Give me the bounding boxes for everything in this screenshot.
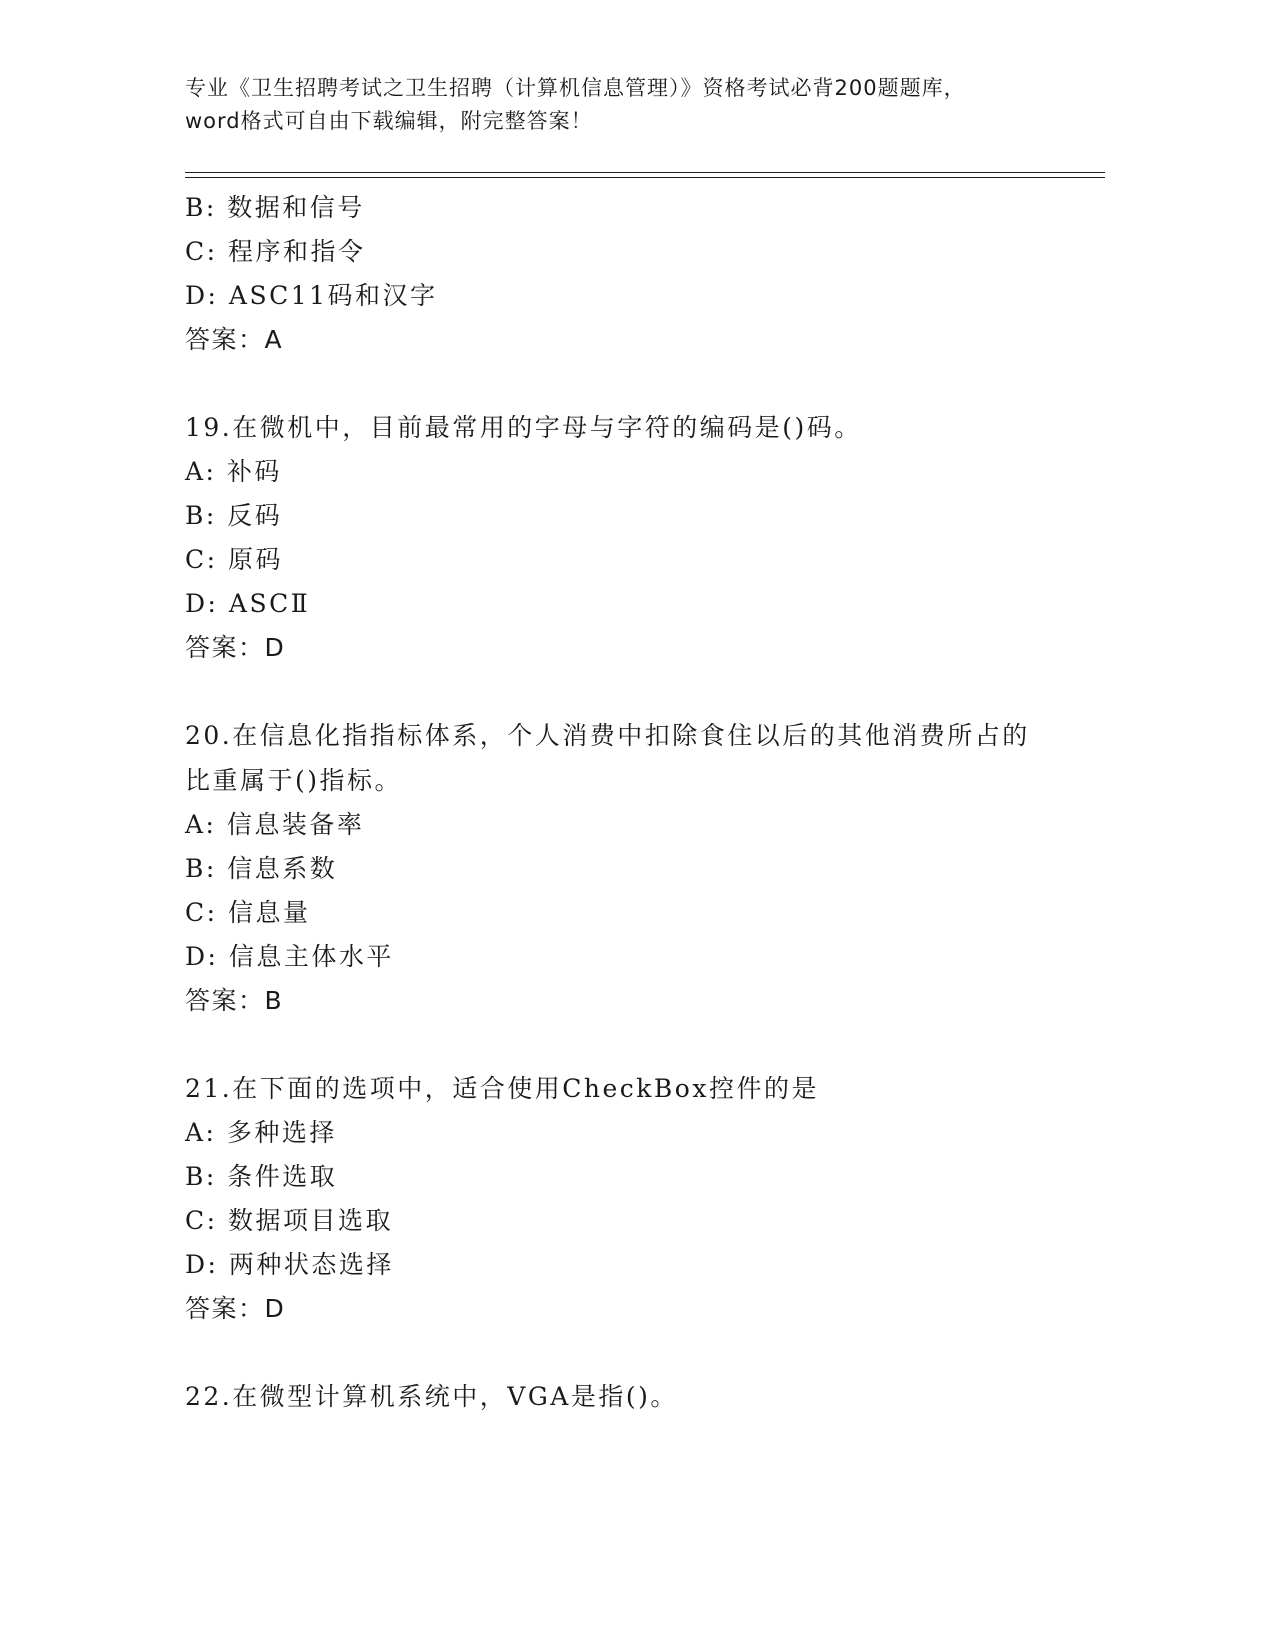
option-b: B: 反码 bbox=[185, 501, 283, 530]
answer-line: 答案：B bbox=[185, 986, 284, 1015]
option-c: C: 程序和指令 bbox=[185, 237, 366, 266]
header-divider-top bbox=[185, 172, 1105, 173]
question-list bbox=[185, 186, 1085, 1419]
option-d: D: ASCⅡ bbox=[185, 589, 311, 618]
option-b: B: 条件选取 bbox=[185, 1162, 338, 1191]
question-20 bbox=[185, 713, 1085, 1023]
header-title-line-1: 专业《卫生招聘考试之卫生招聘（计算机信息管理）》资格考试必背200题题库， bbox=[185, 76, 966, 100]
option-c: C: 原码 bbox=[185, 545, 283, 574]
spacer bbox=[185, 1023, 1085, 1066]
question-18 bbox=[185, 186, 1085, 362]
question-text-continued: 比重属于()指标。 bbox=[185, 766, 403, 795]
question-21 bbox=[185, 1066, 1085, 1331]
option-a: A: 多种选择 bbox=[185, 1118, 337, 1147]
option-a: A: 信息装备率 bbox=[185, 810, 365, 839]
header-title-line-2: word格式可自由下载编辑，附完整答案！ bbox=[185, 109, 593, 133]
option-c: C: 信息量 bbox=[185, 898, 311, 927]
question-text: 21.在下面的选项中，适合使用CheckBox控件的是 bbox=[185, 1074, 819, 1103]
option-b: B: 数据和信号 bbox=[185, 193, 365, 222]
option-c: C: 数据项目选取 bbox=[185, 1206, 393, 1235]
spacer bbox=[185, 1331, 1085, 1374]
question-text: 22.在微型计算机系统中，VGA是指()。 bbox=[185, 1382, 678, 1411]
question-text: 20.在信息化指指标体系，个人消费中扣除食住以后的其他消费所占的 bbox=[185, 721, 1030, 750]
option-b: B: 信息系数 bbox=[185, 854, 338, 883]
answer-line: 答案：D bbox=[185, 1294, 286, 1323]
option-a: A: 补码 bbox=[185, 457, 282, 486]
option-d: D: 两种状态选择 bbox=[185, 1250, 394, 1279]
document-header bbox=[185, 72, 1085, 138]
question-text: 19.在微机中，目前最常用的字母与字符的编码是()码。 bbox=[185, 413, 862, 442]
question-22 bbox=[185, 1374, 1085, 1419]
option-d: D: 信息主体水平 bbox=[185, 942, 394, 971]
question-19 bbox=[185, 405, 1085, 670]
option-d: D: ASC11码和汉字 bbox=[185, 281, 438, 310]
answer-line: 答案：D bbox=[185, 633, 286, 662]
header-divider-bottom bbox=[185, 177, 1105, 178]
spacer bbox=[185, 362, 1085, 405]
answer-line: 答案：A bbox=[185, 325, 284, 354]
spacer bbox=[185, 670, 1085, 713]
